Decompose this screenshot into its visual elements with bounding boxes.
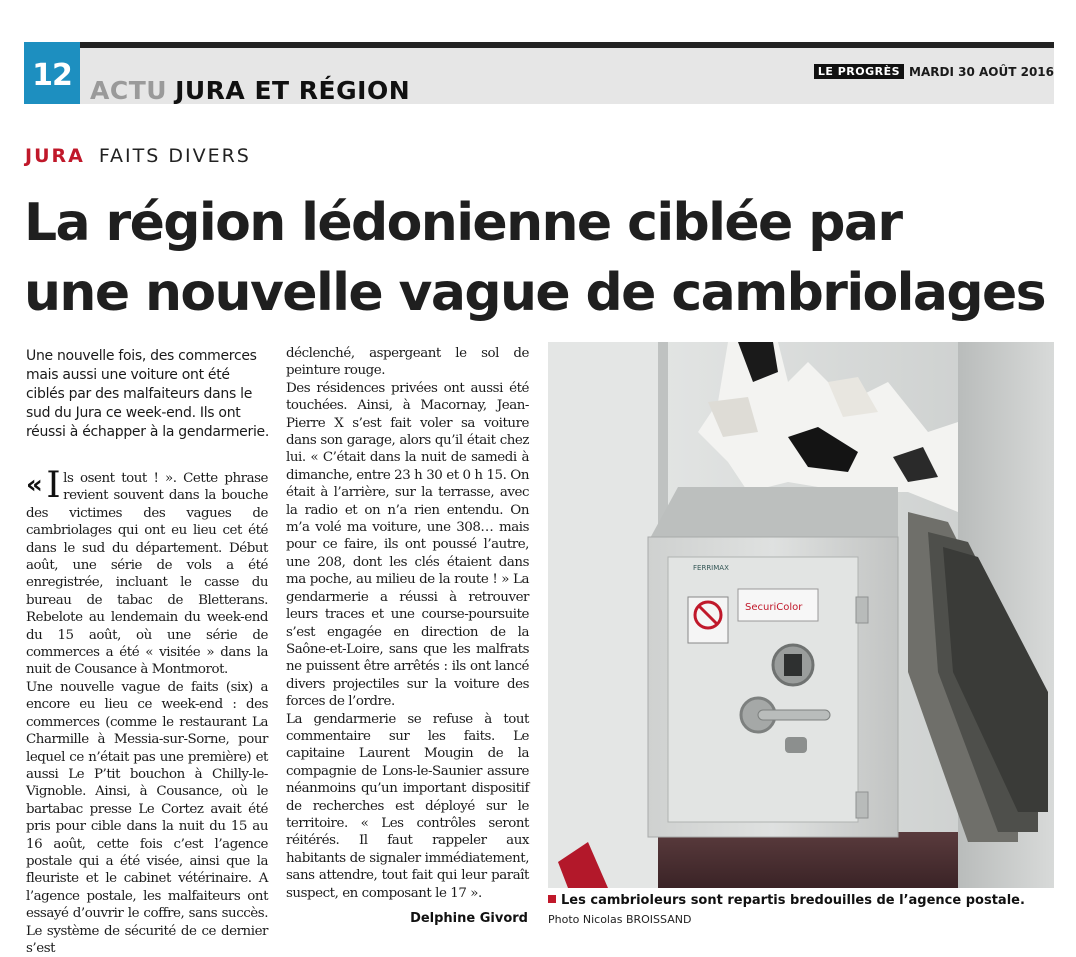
issue-date: MARDI 30 AOÛT 2016 <box>909 64 1054 79</box>
safe-label: SecuriColor <box>745 602 803 613</box>
drop-quote: « <box>26 470 43 500</box>
article-column-1 <box>26 465 268 957</box>
article-column-2 <box>286 345 529 902</box>
author-signature: Delphine Givord <box>410 911 528 926</box>
paragraph: Une nouvelle vague de faits (six) a encore eu lieu ce week-end : des commerces (comme le restaurant La Charmille à Messia-sur-Sorne, pour lequel ce n’était pas une première) et aussi Le P’tit bouchon à Chilly-le-Vignoble. Ainsi, à Cousance, où le bartabac presse Le Cortez avait été pris pour cible dans la nuit du 15 au 16 août, cette fois c’est l’agence postale qui a été visée, ainsi que la fleuriste et le cabinet vétérinaire. A l’agence postale, les malfaiteurs ont essayé d’ouvrir le coffre, sans succès. Le système de sécurité de ce dernier s’est <box>26 679 268 956</box>
title-line-2: une nouvelle vague de cambriolages <box>24 263 1046 323</box>
newspaper-logo: LE PROGRÈS <box>814 64 904 79</box>
section-label: ACTU <box>90 76 168 105</box>
photo-caption <box>548 893 1025 908</box>
paragraph: déclenché, aspergeant le sol de peinture rouge. <box>286 346 529 379</box>
location-tag: JURA <box>25 145 85 167</box>
section-heading <box>90 76 410 105</box>
paragraph: Des résidences privées ont aussi été touchées. Ainsi, à Macornay, Jean-Pierre X s’est fait voler sa voiture dans son garage, alors qu’il était chez lui. « C’était dans la nuit de samedi à dimanche, entre 23 h 30 et 0 h 15. On était à l’arrière, sur la terrasse, avec la radio et on n’a rien entendu. On m’a volé ma voiture, une 308… mais pour ce faire, ils ont poussé l’autre, une 208, dont les clés étaient dans ma poche, au milieu de la route ! » La gendarmerie a réussi à retrouver leurs traces et une course-poursuite s’est engagée en direction de la Saône-et-Loire, sans que les malfrats ne puissent être arrêtés : ils ont lancé divers projectiles sur la voiture des forces de l’ordre. <box>286 380 529 710</box>
drop-cap: I <box>46 465 61 506</box>
article-photo <box>548 342 1054 888</box>
section-region: JURA ET RÉGION <box>175 76 411 105</box>
paragraph-text: ls osent tout ! ». Cette phrase revient souvent dans la bouche des victimes des vagues de cambriolages qui ont eu lieu cet été dans le sud du département. Début août, une série de vols a été enregistrée, incluant le casse du bureau de tabac de Bletterans. Rebelote au lendemain du week-end du 15 août, où une série de commerces a été « visitée » dans la nuit de Cousance à Montmorot. <box>26 471 268 678</box>
page-number: 12 <box>32 58 72 93</box>
paragraph: La gendarmerie se refuse à tout commentaire sur les faits. Le capitaine Laurent Mougin de la compagnie de Lons-le-Saunier assure néanmoins qu’un important dispositif de recherches est déployé sur le territoire. « Les contrôles seront réitérés. Il faut rappeler aux habitants de signaler immédiatement, sans attendre, tout fait qui leur paraît suspect, en composant le 17 ». <box>286 711 529 901</box>
article-title <box>24 188 1064 328</box>
caption-marker <box>548 895 556 903</box>
masthead <box>814 64 1054 79</box>
caption-text: Les cambrioleurs sont repartis bredouilles de l’agence postale. <box>561 893 1025 908</box>
title-line-1: La région lédonienne ciblée par <box>24 193 902 253</box>
paragraph <box>26 465 268 679</box>
category-tag: FAITS DIVERS <box>98 145 251 167</box>
safe-photo-illustration <box>548 342 1054 888</box>
photo-credit: Photo Nicolas BROISSAND <box>548 913 692 926</box>
article-kicker <box>25 145 251 167</box>
article-lead: Une nouvelle fois, des commerces mais aussi une voiture ont été ciblés par des malfaiteurs dans le sud du Jura ce week-end. Ils ont réussi à échapper à la gendarmerie. <box>26 348 270 440</box>
safe-brand: FERRIMAX <box>693 564 729 572</box>
